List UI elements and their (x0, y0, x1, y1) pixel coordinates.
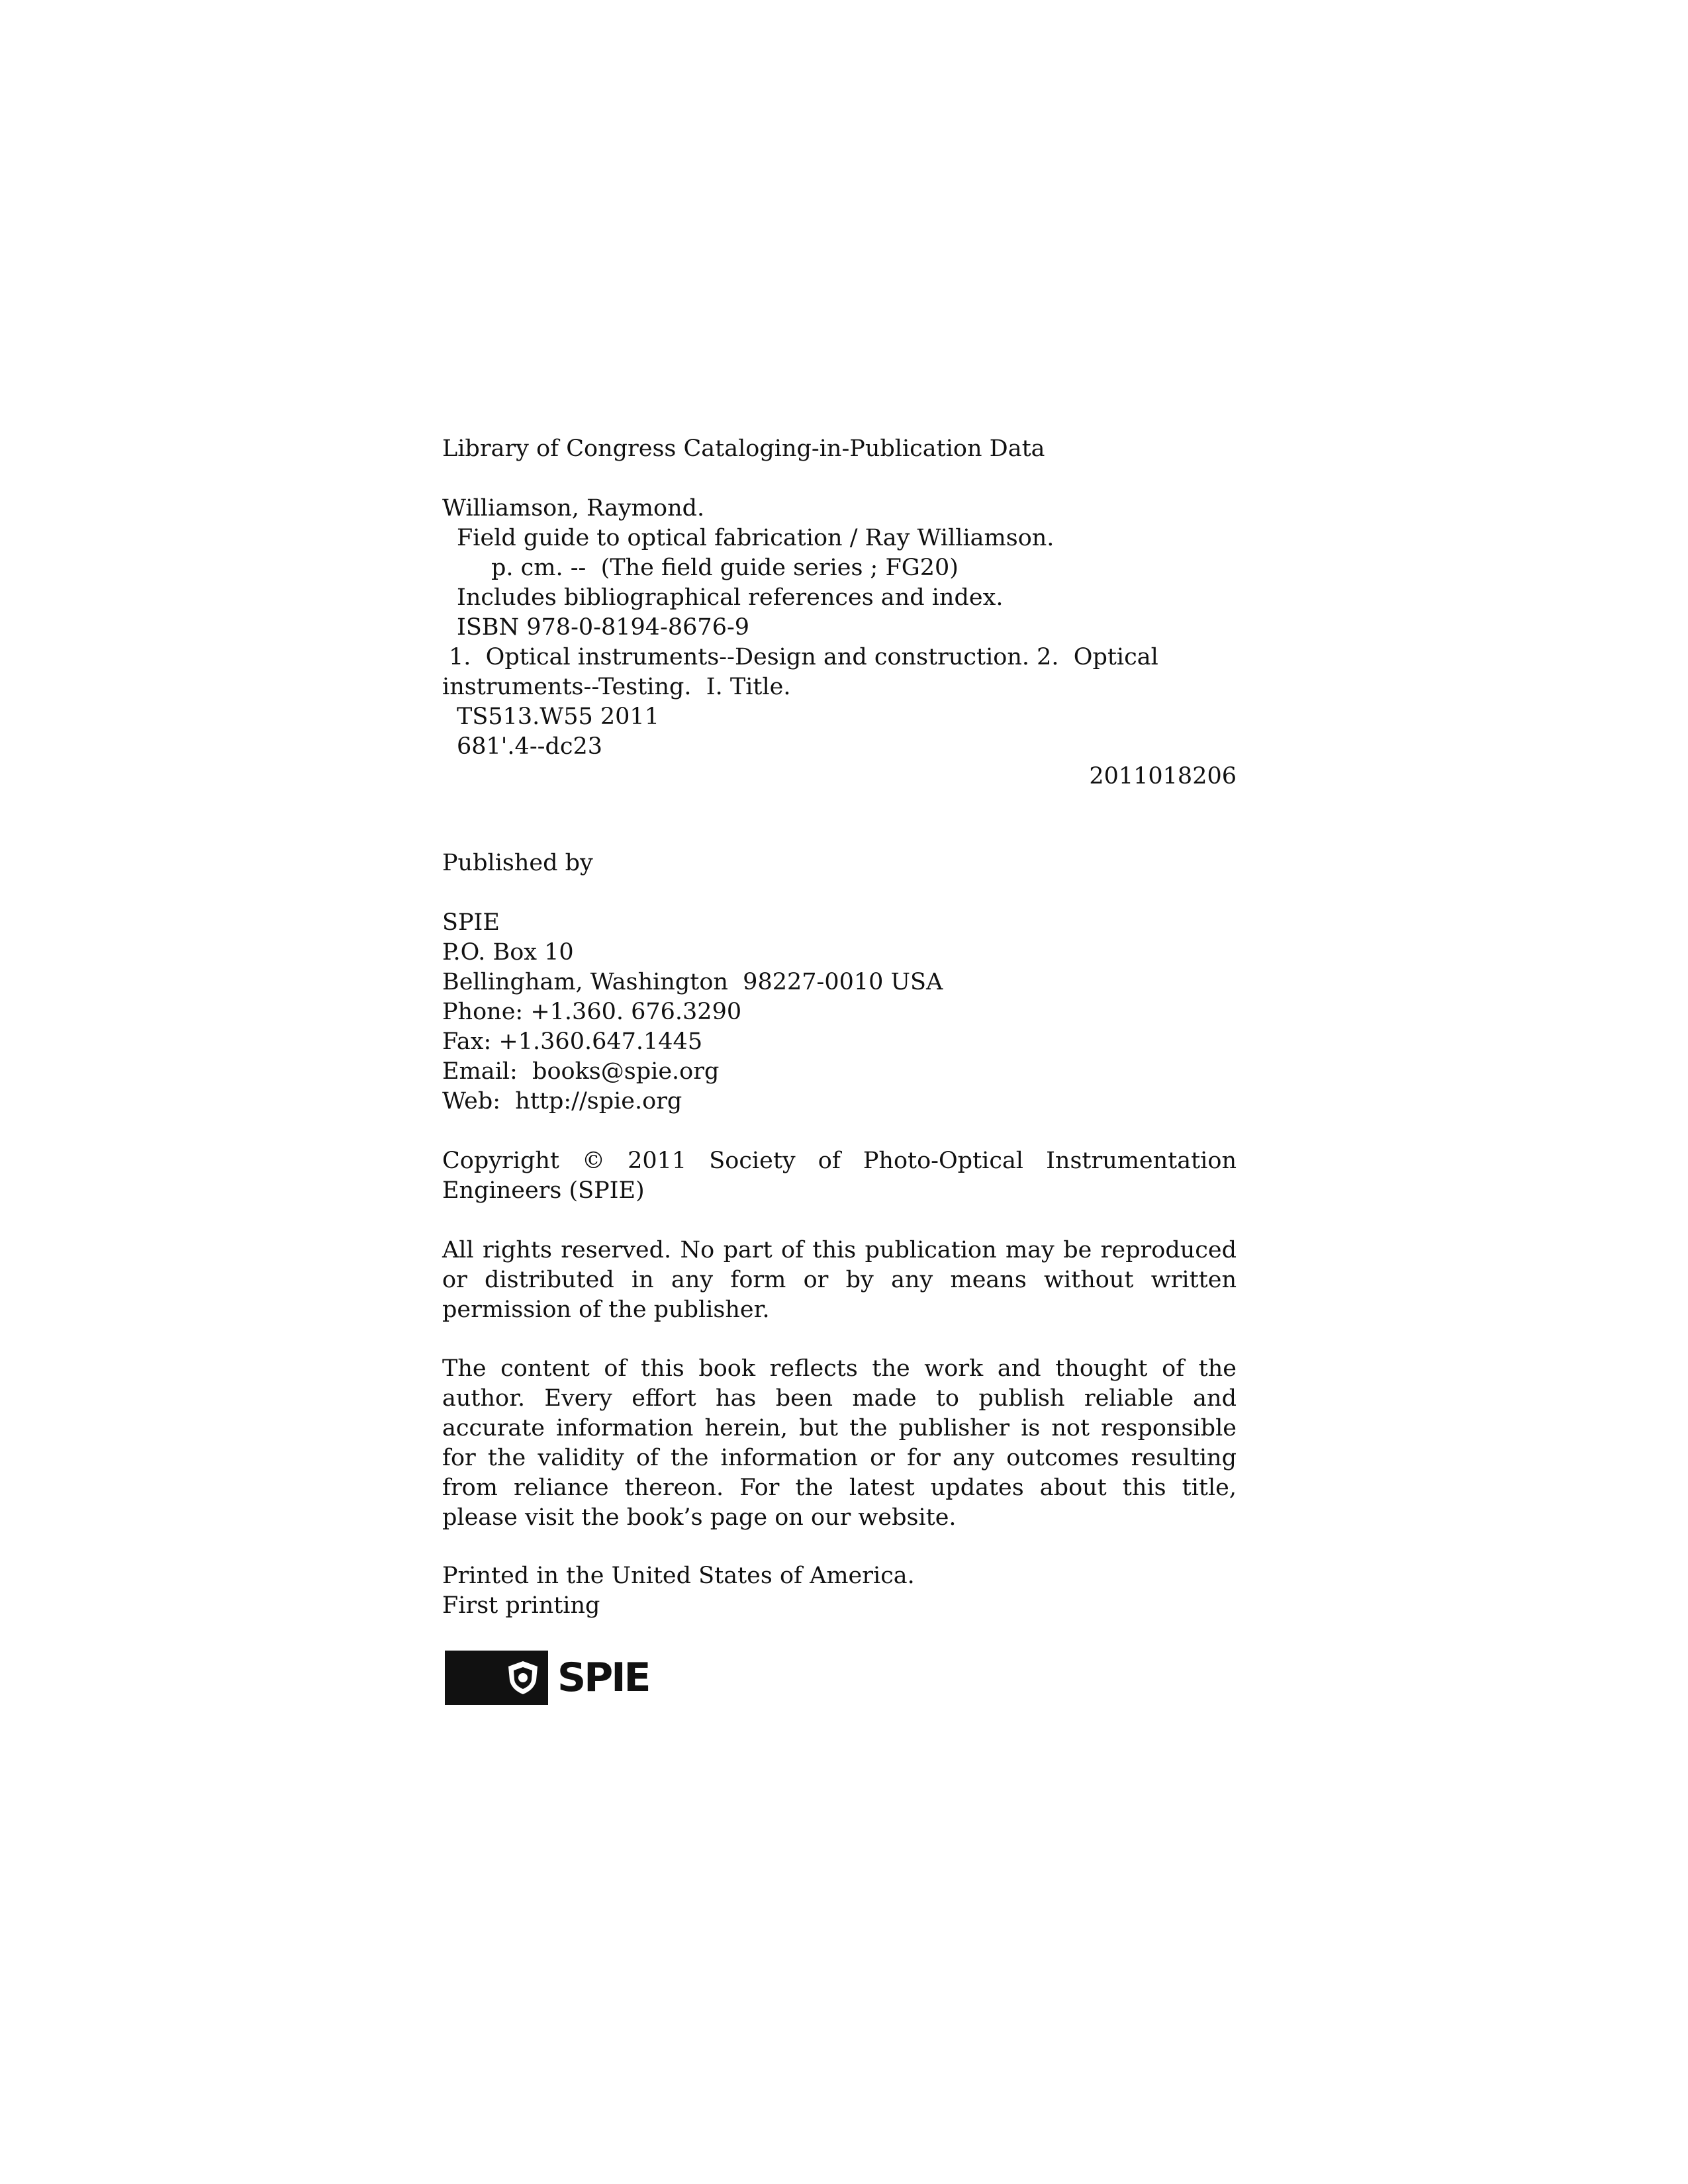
publisher-po-box: P.O. Box 10 (442, 939, 574, 966)
rights-statement (442, 1236, 1237, 1325)
spie-shield-icon (504, 1659, 541, 1696)
cip-lc-class: TS513.W55 2011 (457, 704, 659, 730)
cip-subjects-line-2: instruments--Testing. I. Title. (442, 674, 791, 700)
spie-logo-mark (445, 1651, 548, 1705)
cip-dewey: 681'.4--dc23 (457, 733, 603, 760)
publisher-address (442, 908, 1237, 1116)
publisher-city-line: Bellingham, Washington 98227-0010 USA (442, 969, 943, 995)
copyright-notice (442, 1146, 1237, 1206)
copyright-line-1: Copyright © 2011 Society of Photo-Optical Instrumentation (442, 1148, 1237, 1174)
spie-logo (445, 1651, 649, 1705)
spie-logo-text: SPIE (557, 1655, 649, 1701)
published-by-text: Published by (442, 850, 593, 876)
cip-title-line: Field guide to optical fabrication / Ray Williamson. (457, 525, 1055, 551)
cip-lccn: 2011018206 (1089, 763, 1237, 790)
cip-subjects-line-1: 1. Optical instruments--Design and construction. 2. Optical (449, 644, 1158, 670)
disclaimer-statement (442, 1354, 1237, 1533)
published-by (442, 848, 1237, 878)
publisher-name: SPIE (442, 909, 500, 936)
cip-includes-line: Includes bibliographical references and index. (457, 584, 1004, 611)
publisher-web: Web: http://spie.org (442, 1088, 682, 1115)
disclaimer-text: The content of this book reflects the work and thought of the author. Every effort has been made to publish reliable and accurate information herein, but the publisher is not responsible for the validity of the information or for any outcomes resulting from reliance thereon. For the latest updates about this title, please visit the book’s page on our website. (442, 1355, 1237, 1531)
cip-entry (442, 494, 1237, 792)
publisher-fax: Fax: +1.360.647.1445 (442, 1028, 703, 1055)
printed-in-line: Printed in the United States of America. (442, 1563, 915, 1589)
publisher-email: Email: books@spie.org (442, 1058, 720, 1085)
copyright-line-2: Engineers (SPIE) (442, 1177, 645, 1204)
publisher-phone: Phone: +1.360. 676.3290 (442, 999, 742, 1025)
printing-number-line: First printing (442, 1592, 600, 1619)
cip-header (442, 434, 1237, 464)
cip-header-text: Library of Congress Cataloging-in-Publication Data (442, 435, 1045, 462)
rights-text: All rights reserved. No part of this publication may be reproduced or distributed in any form or by any means without written permission of the publisher. (442, 1237, 1237, 1323)
printing-info (442, 1561, 1237, 1621)
cip-author: Williamson, Raymond. (442, 495, 705, 522)
cip-series-line: p. cm. -- (The field guide series ; FG20) (491, 555, 959, 581)
cip-isbn-line: ISBN 978-0-8194-8676-9 (457, 614, 750, 641)
